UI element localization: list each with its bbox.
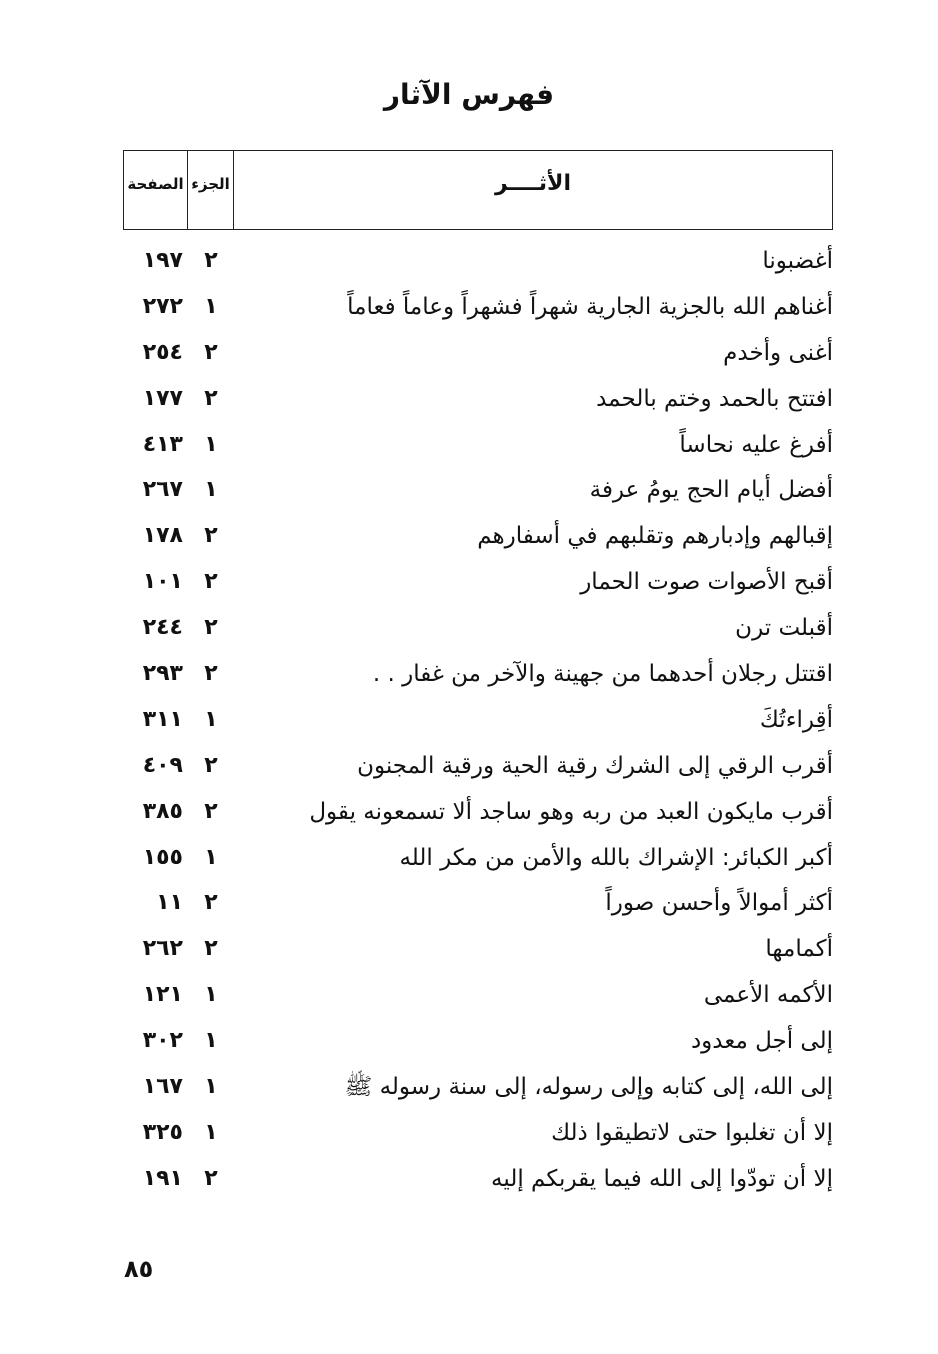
page-reference: ١٧٨ — [142, 523, 183, 549]
part-number: ٢ — [204, 615, 218, 641]
table-row — [123, 333, 833, 379]
part-number: ٢ — [204, 798, 218, 824]
part-number: ٢ — [204, 385, 218, 411]
page-reference: ١٩٧ — [142, 248, 183, 273]
part-number: ٢ — [204, 890, 218, 916]
page-reference: ١٢١ — [142, 982, 183, 1008]
table-row — [123, 792, 833, 838]
part-number: ٢ — [204, 248, 218, 273]
part-number: ١ — [204, 293, 218, 319]
page-reference: ١١ — [156, 890, 183, 916]
page-reference: ٢٦٧ — [142, 477, 183, 503]
part-number: ١ — [204, 1074, 218, 1100]
table-row — [123, 241, 833, 287]
table-row — [123, 608, 833, 654]
part-number: ٢ — [204, 569, 218, 595]
part-number: ٢ — [204, 936, 218, 962]
athar-text: أقبلت ترن — [735, 615, 833, 642]
athar-text: الأكمه الأعمى — [703, 982, 833, 1009]
page-reference: ٣١١ — [142, 706, 183, 732]
page-reference: ٣٠٢ — [142, 1028, 183, 1054]
athar-text: أفضل أيام الحج يومُ عرفة — [589, 477, 833, 504]
table-row — [123, 1159, 833, 1205]
part-number: ١ — [204, 844, 218, 870]
table-row — [123, 287, 833, 333]
part-number: ٢ — [204, 752, 218, 778]
table-row — [123, 838, 833, 884]
column-header-page: الصفحة — [124, 151, 188, 229]
athar-text: أغضبونا — [762, 248, 833, 274]
column-header-athar: الأثــــر — [495, 171, 571, 196]
athar-text: أقرب الرقي إلى الشرك رقية الحية ورقية المجنون — [357, 752, 833, 779]
table-row — [123, 654, 833, 700]
athar-text: أغناهم الله بالجزية الجارية شهراً فشهراً وعاماً فعاماً — [347, 293, 833, 320]
table-row — [123, 516, 833, 562]
table-row — [123, 470, 833, 516]
page-reference: ٣٨٥ — [142, 798, 183, 824]
page-reference: ١٠١ — [142, 569, 183, 595]
page-reference: ٤٠٩ — [142, 752, 183, 778]
table-row — [123, 562, 833, 608]
part-number: ٢ — [204, 1165, 218, 1191]
table-row — [123, 929, 833, 975]
table-row — [123, 379, 833, 425]
page-reference: ١٩١ — [142, 1165, 183, 1191]
table-row — [123, 425, 833, 471]
athar-text: أغنى وأخدم — [723, 339, 833, 366]
part-number: ٢ — [204, 523, 218, 549]
page-reference: ٢٧٢ — [142, 293, 183, 319]
page-reference: ١٦٧ — [142, 1074, 183, 1100]
athar-text: أكبر الكبائر: الإشراك بالله والأمن من مكر الله — [399, 844, 833, 871]
athar-text: إلا أن تغلبوا حتى لاتطيقوا ذلك — [551, 1119, 833, 1146]
table-row — [123, 883, 833, 929]
table-row — [123, 975, 833, 1021]
athar-text: إلى أجل معدود — [690, 1028, 833, 1055]
part-number: ١ — [204, 706, 218, 732]
page-reference: ٢٦٢ — [142, 936, 183, 962]
page-reference: ٢٤٤ — [142, 615, 183, 641]
table-row — [123, 746, 833, 792]
table-row — [123, 1113, 833, 1159]
athar-text: اقتتل رجلان أحدهما من جهينة والآخر من غفار . . — [372, 661, 833, 688]
part-number: ٢ — [204, 339, 218, 365]
part-number: ١ — [204, 1119, 218, 1145]
athar-text: أقبح الأصوات صوت الحمار — [580, 569, 833, 596]
page-reference: ٢٩٣ — [142, 661, 183, 687]
table-row — [123, 1067, 833, 1113]
page-reference: ٣٢٥ — [142, 1119, 183, 1145]
index-table-header — [123, 150, 833, 230]
part-number: ١ — [204, 982, 218, 1008]
athar-text: افتتح بالحمد وختم بالحمد — [596, 385, 833, 412]
part-number: ١ — [204, 477, 218, 503]
table-row — [123, 1021, 833, 1067]
athar-text: أكثر أموالاً وأحسن صوراً — [605, 890, 833, 917]
athar-text: إلى الله، إلى كتابه وإلى رسوله، إلى سنة رسوله ﷺ — [344, 1074, 833, 1101]
table-row — [123, 700, 833, 746]
page-reference: ١٧٧ — [142, 385, 183, 411]
athar-text: أكمامها — [765, 936, 833, 963]
page-reference: ١٥٥ — [142, 844, 183, 870]
page-number: ٨٥ — [124, 1255, 154, 1283]
page-reference: ٢٥٤ — [142, 339, 183, 365]
part-number: ١ — [204, 1028, 218, 1054]
page-reference: ٤١٣ — [142, 431, 183, 457]
index-rows — [123, 241, 833, 1205]
athar-text: إقبالهم وإدبارهم وتقلبهم في أسفارهم — [477, 523, 833, 550]
column-header-part: الجزء — [188, 151, 234, 229]
athar-text: أقرب مايكون العبد من ربه وهو ساجد ألا تسمعونه يقول — [309, 798, 833, 825]
athar-text: إلا أن تودّوا إلى الله فيما يقربكم إليه — [491, 1165, 833, 1192]
athar-text: أفرغ عليه نحاساً — [679, 431, 833, 458]
part-number: ١ — [204, 431, 218, 457]
athar-text: أقِراءتُكَ — [759, 706, 833, 733]
part-number: ٢ — [204, 661, 218, 687]
page-title: فهرس الآثار — [383, 78, 555, 111]
